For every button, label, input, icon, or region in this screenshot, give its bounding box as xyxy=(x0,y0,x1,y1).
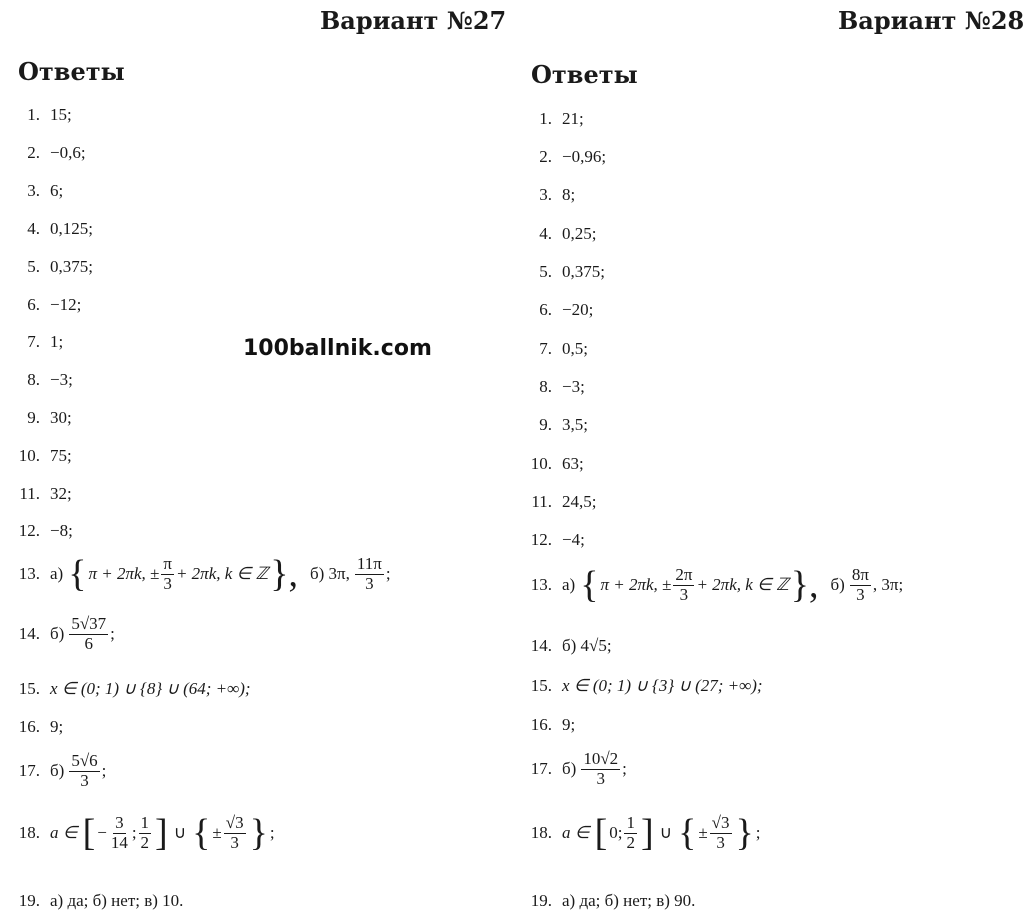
fraction xyxy=(224,814,246,852)
fraction xyxy=(355,555,384,593)
numerator: 1 xyxy=(140,813,150,832)
answer-value: 0,375; xyxy=(50,257,93,276)
answer-value: −3; xyxy=(562,377,585,396)
answer-item xyxy=(526,891,695,911)
variant-28-title: Вариант №28 xyxy=(838,6,1025,35)
fraction xyxy=(710,814,732,852)
answer-number: 3. xyxy=(539,185,552,204)
set-open-brace: { xyxy=(68,553,87,596)
interval-close-bracket: ] xyxy=(640,812,654,855)
answer-number: 9. xyxy=(539,415,552,434)
terminator: ; xyxy=(622,759,627,779)
answer-item xyxy=(526,530,585,550)
answer-item xyxy=(14,219,93,239)
answer-item xyxy=(526,300,593,320)
answer-item xyxy=(14,679,251,699)
answer-value: 75; xyxy=(50,446,72,465)
part-b-label: б) xyxy=(50,624,65,644)
answer-value: 3,5; xyxy=(562,415,588,434)
answer-number: 19. xyxy=(18,891,40,910)
terminator: ; xyxy=(755,823,761,843)
set-open-brace: { xyxy=(580,564,599,607)
answer-number: 14. xyxy=(530,636,552,655)
answer-item xyxy=(14,295,81,315)
part-b-label: б) 3π, xyxy=(310,564,350,584)
answer-item xyxy=(526,147,606,167)
answer-number: 5. xyxy=(27,257,40,276)
set-close-brace: }, xyxy=(270,553,298,596)
answer-value: −3; xyxy=(50,370,73,389)
separator: ; xyxy=(131,823,137,843)
math-expr: + 2πk, k ∈ ℤ xyxy=(175,564,269,584)
answer-number: 10. xyxy=(18,446,40,465)
answer-value: 0,125; xyxy=(50,219,93,238)
answers-heading-left: Ответы xyxy=(18,57,125,86)
answer-item xyxy=(14,408,72,428)
numerator: 8π xyxy=(851,565,869,584)
fraction xyxy=(69,752,99,790)
answer-number: 3. xyxy=(27,181,40,200)
answer-value: −0,96; xyxy=(562,147,607,166)
terminator: ; xyxy=(269,823,275,843)
answer-value: а) да; б) нет; в) 10. xyxy=(50,891,184,910)
answer-item xyxy=(526,715,575,735)
answer-value: 1; xyxy=(50,332,64,351)
union-sign: ∪ xyxy=(659,823,673,843)
answer-number: 8. xyxy=(27,370,40,389)
answer-item xyxy=(14,332,63,352)
answer-item xyxy=(526,454,584,474)
answer-number: 8. xyxy=(539,377,552,396)
answer-item xyxy=(14,484,72,504)
answer-item xyxy=(526,812,761,855)
fraction xyxy=(161,555,174,593)
answer-value: −8; xyxy=(50,521,73,540)
answer-value: б) 4√5; xyxy=(562,636,612,655)
answer-item xyxy=(526,636,612,656)
answer-number: 16. xyxy=(18,717,40,736)
minus-sign: − xyxy=(97,823,107,843)
fraction xyxy=(581,750,620,788)
answer-value: x ∈ (0; 1) ∪ {8} ∪ (64; +∞); xyxy=(50,679,251,698)
answer-item xyxy=(14,181,63,201)
answer-value: 21; xyxy=(562,109,584,128)
answer-value: 32; xyxy=(50,484,72,503)
answer-item xyxy=(526,750,627,788)
math-expr: π + 2πk, ± xyxy=(88,564,160,584)
answer-item xyxy=(14,105,72,125)
answer-number: 6. xyxy=(539,300,552,319)
answer-number: 11. xyxy=(531,492,552,511)
interval-close-bracket: ] xyxy=(155,812,168,855)
answer-number: 4. xyxy=(539,224,552,243)
answer-item xyxy=(526,492,596,512)
answer-number: 14. xyxy=(18,624,40,644)
answer-number: 16. xyxy=(530,715,552,734)
answer-number: 2. xyxy=(539,147,552,166)
denominator: 3 xyxy=(230,832,239,852)
answer-item xyxy=(14,143,86,163)
math-expr: a ∈ xyxy=(562,823,590,843)
plus-minus-sign: ± xyxy=(212,823,222,843)
answer-item xyxy=(14,553,391,596)
answer-value: −4; xyxy=(562,530,585,549)
answer-number: 18. xyxy=(18,823,40,843)
fraction xyxy=(139,814,152,852)
numerator: 5√37 xyxy=(71,614,107,633)
answer-number: 11. xyxy=(19,484,40,503)
numerator: 11π xyxy=(356,554,382,573)
denominator: 3 xyxy=(716,832,725,852)
union-sign: ∪ xyxy=(173,823,187,843)
answer-item xyxy=(526,262,605,282)
answer-value: а) да; б) нет; в) 90. xyxy=(562,891,696,910)
answer-value: 24,5; xyxy=(562,492,597,511)
set-close-brace: } xyxy=(249,812,268,855)
math-expr: a ∈ xyxy=(50,823,78,843)
denominator: 3 xyxy=(856,584,865,604)
answer-value: 9; xyxy=(50,717,64,736)
answer-value: 6; xyxy=(50,181,64,200)
answer-item xyxy=(14,812,275,855)
part-a-label: а) xyxy=(562,575,576,595)
set-close-brace: }, xyxy=(790,564,819,607)
denominator: 3 xyxy=(679,584,689,604)
answer-number: 17. xyxy=(530,759,552,779)
fraction xyxy=(624,814,637,852)
denominator: 3 xyxy=(80,770,89,790)
numerator: π xyxy=(163,554,172,573)
answer-value: −0,6; xyxy=(50,143,86,162)
answer-number: 9. xyxy=(27,408,40,427)
fraction xyxy=(69,615,108,653)
interval-open-bracket: [ xyxy=(594,812,608,855)
answer-value: 30; xyxy=(50,408,72,427)
answer-item xyxy=(526,564,904,607)
answer-item xyxy=(14,717,63,737)
part-b-label: б) xyxy=(50,761,65,781)
answer-number: 13. xyxy=(18,564,40,584)
variant-27-title: Вариант №27 xyxy=(320,6,507,35)
answer-item xyxy=(14,891,183,911)
answer-number: 6. xyxy=(27,295,40,314)
answer-number: 2. xyxy=(27,143,40,162)
answer-number: 15. xyxy=(530,676,552,695)
numerator: √3 xyxy=(711,813,730,832)
part-b-label: б) xyxy=(830,575,845,595)
set-close-brace: } xyxy=(735,812,754,855)
set-open-brace: { xyxy=(678,812,697,855)
denominator: 6 xyxy=(84,633,93,653)
denominator: 2 xyxy=(626,832,635,852)
math-expr: + 2πk, k ∈ ℤ xyxy=(696,575,789,595)
set-open-brace: { xyxy=(192,812,211,855)
answer-number: 12. xyxy=(530,530,552,549)
answer-item xyxy=(526,676,763,696)
fraction xyxy=(850,566,871,604)
math-expr: π + 2πk, ± xyxy=(600,575,672,595)
answer-number: 7. xyxy=(539,339,552,358)
interval-start: 0; xyxy=(609,823,623,843)
fraction xyxy=(109,814,130,852)
answer-value: 0,5; xyxy=(562,339,588,358)
denominator: 3 xyxy=(365,573,374,593)
terminator: ; xyxy=(101,761,107,781)
plus-minus-sign: ± xyxy=(698,823,708,843)
answer-value: 63; xyxy=(562,454,584,473)
answer-value: −20; xyxy=(562,300,594,319)
answer-item xyxy=(14,257,93,277)
answer-item xyxy=(14,446,72,466)
numerator: 1 xyxy=(626,813,635,832)
interval-open-bracket: [ xyxy=(82,812,96,855)
answer-number: 13. xyxy=(530,575,552,595)
numerator: √3 xyxy=(225,813,244,832)
answer-item xyxy=(526,339,588,359)
answer-number: 15. xyxy=(18,679,40,698)
answer-item xyxy=(526,415,588,435)
terminator: ; xyxy=(385,564,391,584)
watermark: 100ballnik.com xyxy=(243,336,432,361)
numerator: 5√6 xyxy=(71,751,98,770)
answer-item xyxy=(526,377,585,397)
answer-value: 9; xyxy=(562,715,576,734)
answer-number: 1. xyxy=(539,109,552,128)
denominator: 3 xyxy=(596,768,605,788)
denominator: 14 xyxy=(110,832,128,852)
answer-value: 0,25; xyxy=(562,224,597,243)
denominator: 3 xyxy=(163,573,172,593)
answer-item xyxy=(14,615,115,653)
numerator: 3 xyxy=(115,813,124,832)
answer-number: 4. xyxy=(27,219,40,238)
answer-number: 18. xyxy=(530,823,552,843)
fraction xyxy=(673,566,694,604)
answer-item xyxy=(14,370,73,390)
answers-heading-right: Ответы xyxy=(531,60,638,89)
numerator: 10√2 xyxy=(583,749,619,768)
answer-item xyxy=(526,185,575,205)
terminator: , 3π; xyxy=(872,575,904,595)
part-b-label: б) xyxy=(562,759,577,779)
answer-item xyxy=(14,521,73,541)
answer-item xyxy=(526,109,584,129)
answer-item xyxy=(526,224,596,244)
answer-number: 1. xyxy=(27,105,40,124)
answer-value: x ∈ (0; 1) ∪ {3} ∪ (27; +∞); xyxy=(562,676,763,695)
terminator: ; xyxy=(110,624,115,644)
answer-value: −12; xyxy=(50,295,82,314)
answer-value: 8; xyxy=(562,185,576,204)
answer-number: 17. xyxy=(18,761,40,781)
part-a-label: а) xyxy=(50,564,64,584)
answer-number: 5. xyxy=(539,262,552,281)
answer-number: 19. xyxy=(530,891,552,910)
answer-number: 12. xyxy=(18,521,40,540)
answer-value: 0,375; xyxy=(562,262,605,281)
answer-value: 15; xyxy=(50,105,72,124)
answer-number: 10. xyxy=(530,454,552,473)
answer-item xyxy=(14,752,106,790)
answer-number: 7. xyxy=(27,332,40,351)
denominator: 2 xyxy=(140,832,150,852)
numerator: 2π xyxy=(675,565,693,584)
